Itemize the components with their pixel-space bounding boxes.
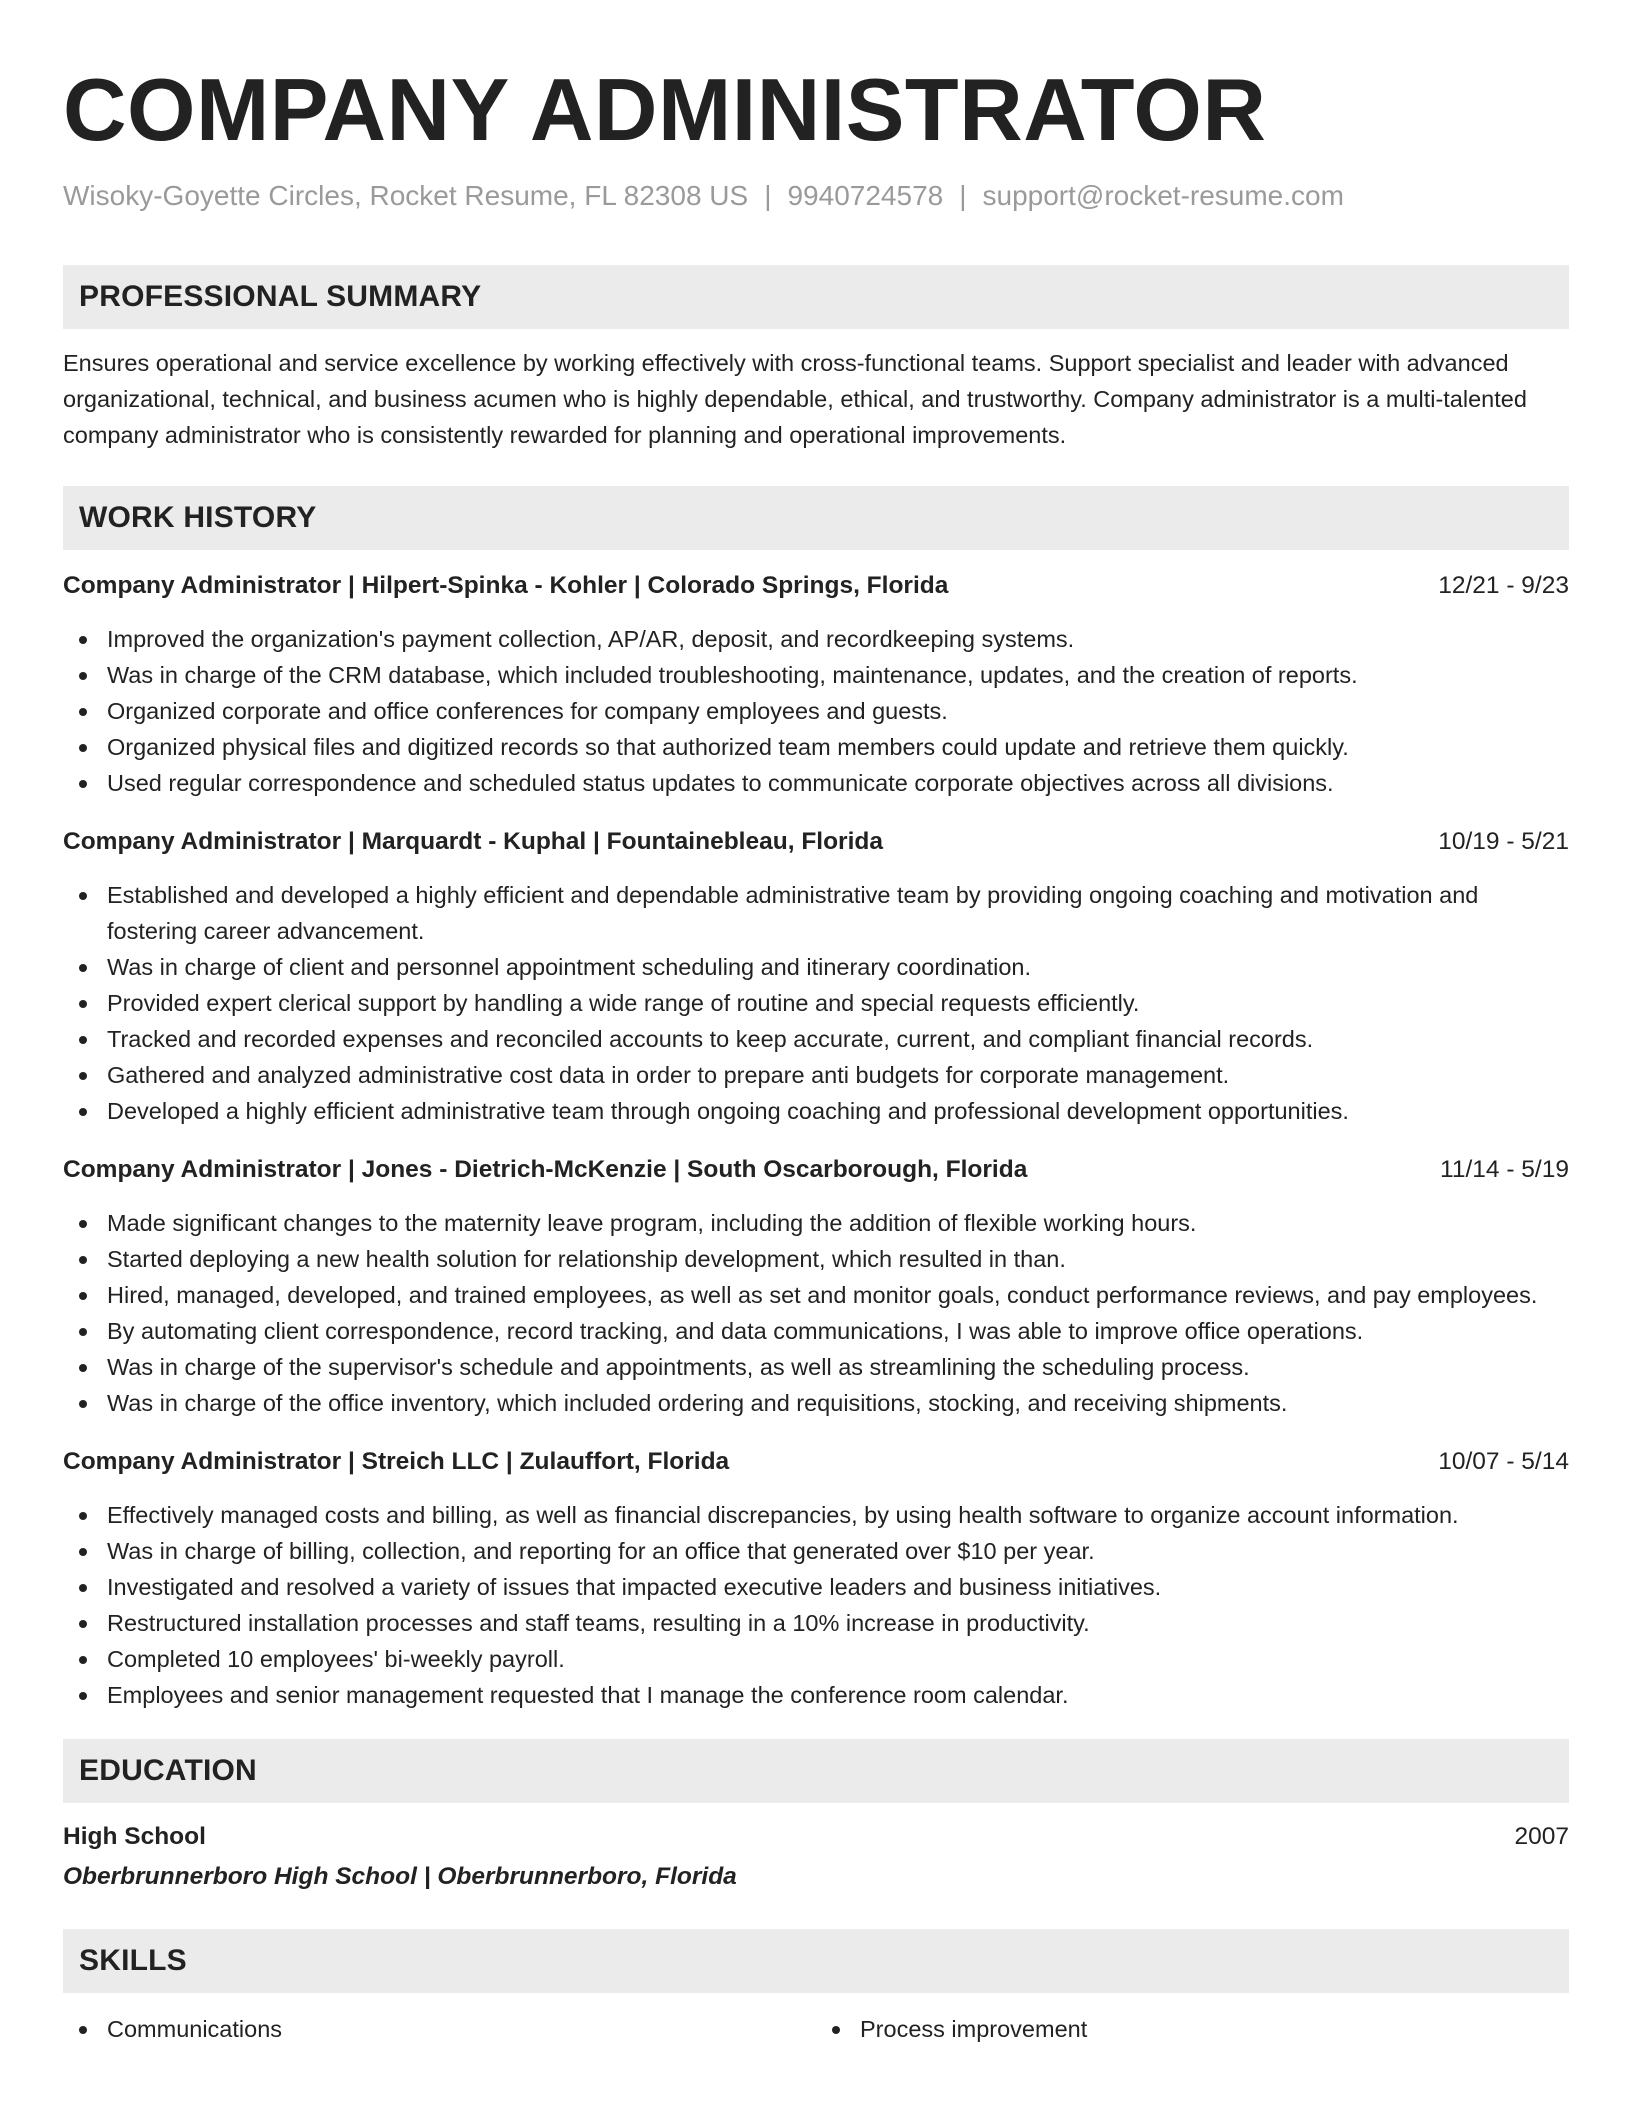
job-bullet: Hired, managed, developed, and trained employees, as well as set and monitor goals, conduct performance reviews, and pay employees. bbox=[63, 1277, 1569, 1313]
job-bullet: Was in charge of client and personnel appointment scheduling and itinerary coordination. bbox=[63, 949, 1569, 985]
job-bullets bbox=[63, 1497, 1569, 1713]
job-bullet: Was in charge of the office inventory, which included ordering and requisitions, stocking, and receiving shipments. bbox=[63, 1385, 1569, 1421]
candidate-name: COMPANY ADMINISTRATOR bbox=[63, 60, 1267, 159]
contact-email: support@rocket-resume.com bbox=[982, 180, 1344, 211]
job-dates: 11/14 - 5/19 bbox=[1440, 1156, 1569, 1183]
job-entry bbox=[63, 824, 1569, 1129]
contact-line bbox=[63, 178, 1569, 214]
job-bullets bbox=[63, 1205, 1569, 1421]
job-bullet: Investigated and resolved a variety of issues that impacted executive leaders and business initiatives. bbox=[63, 1569, 1569, 1605]
job-bullet: Established and developed a highly efficient and dependable administrative team by providing ongoing coaching and motivation and fostering career advancement. bbox=[63, 877, 1569, 949]
section-header-summary: PROFESSIONAL SUMMARY bbox=[63, 265, 1569, 329]
job-bullet: Made significant changes to the maternity leave program, including the addition of flexible working hours. bbox=[63, 1205, 1569, 1241]
education-degree: High School bbox=[63, 1823, 206, 1850]
job-header bbox=[63, 1152, 1569, 1188]
job-bullet: Completed 10 employees' bi-weekly payroll. bbox=[63, 1641, 1569, 1677]
job-bullet: Organized corporate and office conferences for company employees and guests. bbox=[63, 693, 1569, 729]
job-bullet: Used regular correspondence and scheduled status updates to communicate corporate objectives across all divisions. bbox=[63, 765, 1569, 801]
job-header bbox=[63, 568, 1569, 604]
section-header-education: EDUCATION bbox=[63, 1739, 1569, 1803]
job-bullet: Was in charge of the CRM database, which included troubleshooting, maintenance, updates, and the creation of reports. bbox=[63, 657, 1569, 693]
job-header bbox=[63, 1444, 1569, 1480]
job-bullet: Gathered and analyzed administrative cost data in order to prepare anti budgets for corporate management. bbox=[63, 1057, 1569, 1093]
job-dates: 12/21 - 9/23 bbox=[1438, 572, 1569, 599]
job-bullets bbox=[63, 877, 1569, 1129]
education-year: 2007 bbox=[1514, 1823, 1569, 1850]
contact-address: Wisoky-Goyette Circles, Rocket Resume, FL 82308 US bbox=[63, 180, 749, 211]
job-bullet: Developed a highly efficient administrative team through ongoing coaching and professional development opportunities. bbox=[63, 1093, 1569, 1129]
skills-column-left bbox=[63, 2011, 816, 2047]
job-bullet: Organized physical files and digitized records so that authorized team members could update and retrieve them quickly. bbox=[63, 729, 1569, 765]
skill-item: Process improvement bbox=[816, 2011, 1569, 2047]
work-history-list bbox=[63, 568, 1569, 1713]
job-title: Company Administrator | Hilpert-Spinka - Kohler | Colorado Springs, Florida bbox=[63, 572, 949, 599]
job-entry bbox=[63, 1444, 1569, 1713]
job-dates: 10/07 - 5/14 bbox=[1438, 1448, 1569, 1475]
skills-list bbox=[63, 2011, 1569, 2047]
section-header-skills: SKILLS bbox=[63, 1929, 1569, 1993]
job-title: Company Administrator | Marquardt - Kuphal | Fountainebleau, Florida bbox=[63, 828, 883, 855]
job-title: Company Administrator | Jones - Dietrich-McKenzie | South Oscarborough, Florida bbox=[63, 1156, 1028, 1183]
job-title: Company Administrator | Streich LLC | Zulauffort, Florida bbox=[63, 1448, 730, 1475]
contact-separator: | bbox=[764, 180, 772, 211]
job-bullet: Restructured installation processes and staff teams, resulting in a 10% increase in productivity. bbox=[63, 1605, 1569, 1641]
skills-column-right bbox=[816, 2011, 1569, 2047]
education-row bbox=[63, 1819, 1569, 1855]
job-bullet: Provided expert clerical support by handling a wide range of routine and special requests efficiently. bbox=[63, 985, 1569, 1021]
job-bullet: Improved the organization's payment collection, AP/AR, deposit, and recordkeeping systems. bbox=[63, 621, 1569, 657]
job-entry bbox=[63, 1152, 1569, 1421]
job-bullet: Effectively managed costs and billing, as well as financial discrepancies, by using health software to organize account information. bbox=[63, 1497, 1569, 1533]
contact-phone: 9940724578 bbox=[787, 180, 944, 211]
job-bullet: Was in charge of billing, collection, and reporting for an office that generated over $10 per year. bbox=[63, 1533, 1569, 1569]
job-header bbox=[63, 824, 1569, 860]
job-bullet: Started deploying a new health solution for relationship development, which resulted in than. bbox=[63, 1241, 1569, 1277]
contact-separator: | bbox=[959, 180, 967, 211]
job-bullets bbox=[63, 621, 1569, 801]
job-bullet: Employees and senior management requested that I manage the conference room calendar. bbox=[63, 1677, 1569, 1713]
skill-item: Communications bbox=[63, 2011, 816, 2047]
job-bullet: Tracked and recorded expenses and reconciled accounts to keep accurate, current, and compliant financial records. bbox=[63, 1021, 1569, 1057]
section-header-work-history: WORK HISTORY bbox=[63, 486, 1569, 550]
summary-text: Ensures operational and service excellence by working effectively with cross-functional teams. Support specialist and leader with advanced organizational, technical, and business acumen who is highly dependable, ethical, and trustworthy. Company administrator is a multi-talented company administrator who is consistently rewarded for planning and operational improvements. bbox=[63, 350, 1527, 448]
job-dates: 10/19 - 5/21 bbox=[1438, 828, 1569, 855]
job-bullet: By automating client correspondence, record tracking, and data communications, I was able to improve office operations. bbox=[63, 1313, 1569, 1349]
education-school: Oberbrunnerboro High School | Oberbrunnerboro, Florida bbox=[63, 1863, 737, 1890]
job-bullet: Was in charge of the supervisor's schedule and appointments, as well as streamlining the scheduling process. bbox=[63, 1349, 1569, 1385]
job-entry bbox=[63, 568, 1569, 801]
